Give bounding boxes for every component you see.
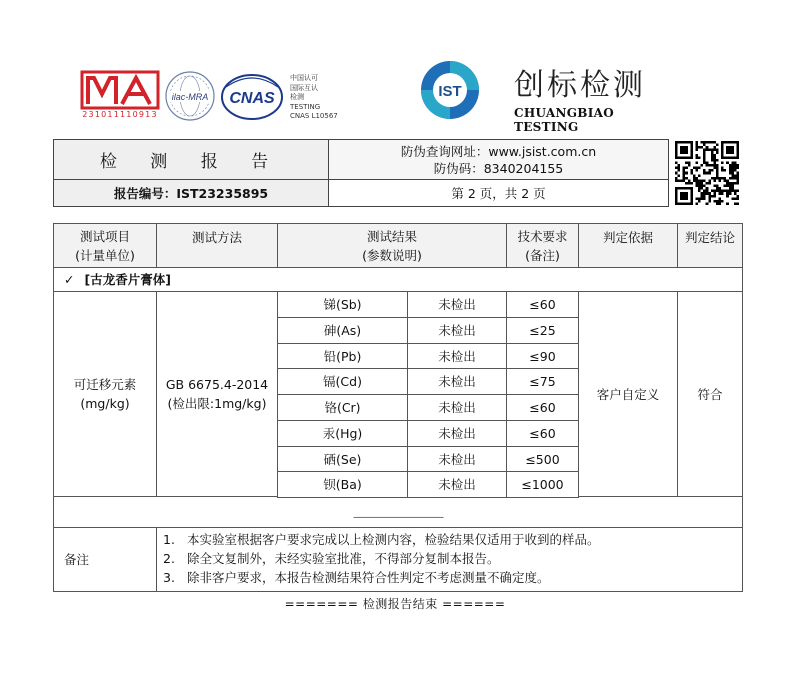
- header-method-line: 测试方法: [191, 230, 242, 245]
- separator-line: ——————————: [353, 512, 443, 523]
- method-limit: (检出限:1mg/kg): [167, 396, 267, 411]
- item-unit: (mg/kg): [80, 396, 130, 411]
- element-cell: 钡(Ba): [277, 471, 408, 498]
- header-item-line: (计量单位): [75, 247, 135, 263]
- header-basis-line: 判定依据: [602, 230, 653, 245]
- requirement-cell: ≤90: [506, 343, 579, 369]
- item-cell: [53, 291, 157, 497]
- requirement-cell: ≤25: [506, 317, 579, 344]
- note-text: 本实验室根据客户要求完成以上检测内容，检验结果仅适用于收到的样品。: [187, 532, 600, 547]
- header-conclusion-line: 判定结论: [684, 230, 735, 245]
- header-requirement-line: (备注): [525, 247, 560, 263]
- verify-url: 防伪查询网址：www.jsist.com.cn: [400, 144, 597, 159]
- sample-name: [古龙香片膏体]: [84, 272, 171, 287]
- element-cell: 镉(Cd): [277, 368, 408, 395]
- cnas-logo: [220, 73, 284, 121]
- element-cell: 铬(Cr): [277, 394, 408, 421]
- notes-label: 备注: [53, 527, 157, 592]
- header-requirement-line: 技术要求: [517, 228, 568, 244]
- ist-globe-icon: [418, 58, 482, 122]
- requirement-cell: ≤500: [506, 446, 579, 472]
- header-item-line: 测试项目: [79, 228, 130, 244]
- result-cell: 未检出: [407, 368, 507, 395]
- requirement-cell: ≤1000: [506, 471, 579, 498]
- test-results-table: [53, 223, 743, 592]
- cnas-line: CNAS L10567: [290, 112, 338, 120]
- result-cell: 未检出: [407, 343, 507, 369]
- note-text: 除非客户要求，本报告检测结果符合性判定不考虑测量不确定度。: [187, 570, 550, 585]
- result-cell: 未检出: [407, 291, 507, 318]
- cnas-line: 中国认可: [290, 74, 318, 82]
- conclusion-cell: 符合: [677, 291, 743, 497]
- check-icon: ✓: [64, 272, 75, 287]
- note-text: 除全文复制外，未经实验室批准，不得部分复制本报告。: [187, 551, 500, 566]
- result-cell: 未检出: [407, 446, 507, 472]
- note-number: 3.: [163, 570, 175, 585]
- ist-logo: [418, 58, 482, 122]
- header-result-line: 测试结果: [366, 228, 417, 244]
- verify-code: 防伪码：8340204155: [433, 161, 564, 176]
- requirement-cell: ≤60: [506, 291, 579, 318]
- report-title: 检 测 报 告: [54, 140, 329, 180]
- result-cell: 未检出: [407, 471, 507, 498]
- item-name: 可迁移元素: [73, 377, 137, 392]
- method-standard: GB 6675.4-2014: [165, 377, 269, 392]
- element-cell: 砷(As): [277, 317, 408, 344]
- separator-row: [53, 496, 743, 528]
- report-header: [53, 139, 669, 207]
- note-number: 1.: [163, 532, 175, 547]
- cma-logo: [80, 70, 160, 122]
- result-cell: 未检出: [407, 420, 507, 447]
- cnas-line: 检测: [290, 93, 304, 101]
- svg-text:ilac-MRA: ilac-MRA: [171, 92, 209, 102]
- ilac-mra-logo: [164, 70, 216, 122]
- requirement-cell: ≤60: [506, 394, 579, 421]
- report-number: 报告编号：IST23235895: [54, 180, 329, 206]
- sample-row: [53, 267, 743, 292]
- header-result: [277, 223, 507, 268]
- result-cell: 未检出: [407, 394, 507, 421]
- cnas-mark-icon: [220, 73, 284, 121]
- page-info: 第 2 页，共 2 页: [451, 186, 546, 201]
- svg-text:CNAS: CNAS: [229, 90, 275, 107]
- header-item: [53, 223, 157, 268]
- requirement-cell: ≤60: [506, 420, 579, 447]
- brand-name-cn: 创标检测: [514, 68, 646, 103]
- element-cell: 汞(Hg): [277, 420, 408, 447]
- header-result-line: (参数说明): [362, 247, 422, 263]
- svg-text:IST: IST: [438, 83, 462, 100]
- cnas-caption: [290, 74, 360, 122]
- method-cell: [156, 291, 278, 497]
- element-cell: 铅(Pb): [277, 343, 408, 369]
- qr-code[interactable]: [675, 141, 739, 205]
- element-cell: 锑(Sb): [277, 291, 408, 318]
- cnas-line: 国际互认: [290, 83, 318, 92]
- header-conclusion: [677, 223, 743, 268]
- requirement-cell: ≤75: [506, 368, 579, 395]
- cma-mark-icon: [80, 70, 160, 110]
- result-cell: 未检出: [407, 317, 507, 344]
- element-cell: 硒(Se): [277, 446, 408, 472]
- note-number: 2.: [163, 551, 175, 566]
- header-method: [156, 223, 278, 268]
- brand-name-en: CHUANGBIAO TESTING: [514, 106, 615, 134]
- cnas-line: TESTING: [290, 102, 321, 111]
- basis-cell: 客户自定义: [578, 291, 678, 497]
- verify-info: [329, 140, 668, 180]
- header-requirement: [506, 223, 579, 268]
- report-end-line: ======= 检测报告结束 ======: [284, 597, 506, 611]
- ilac-globe-icon: [164, 70, 216, 122]
- header-basis: [578, 223, 678, 268]
- cma-code: 231011110913: [82, 110, 158, 119]
